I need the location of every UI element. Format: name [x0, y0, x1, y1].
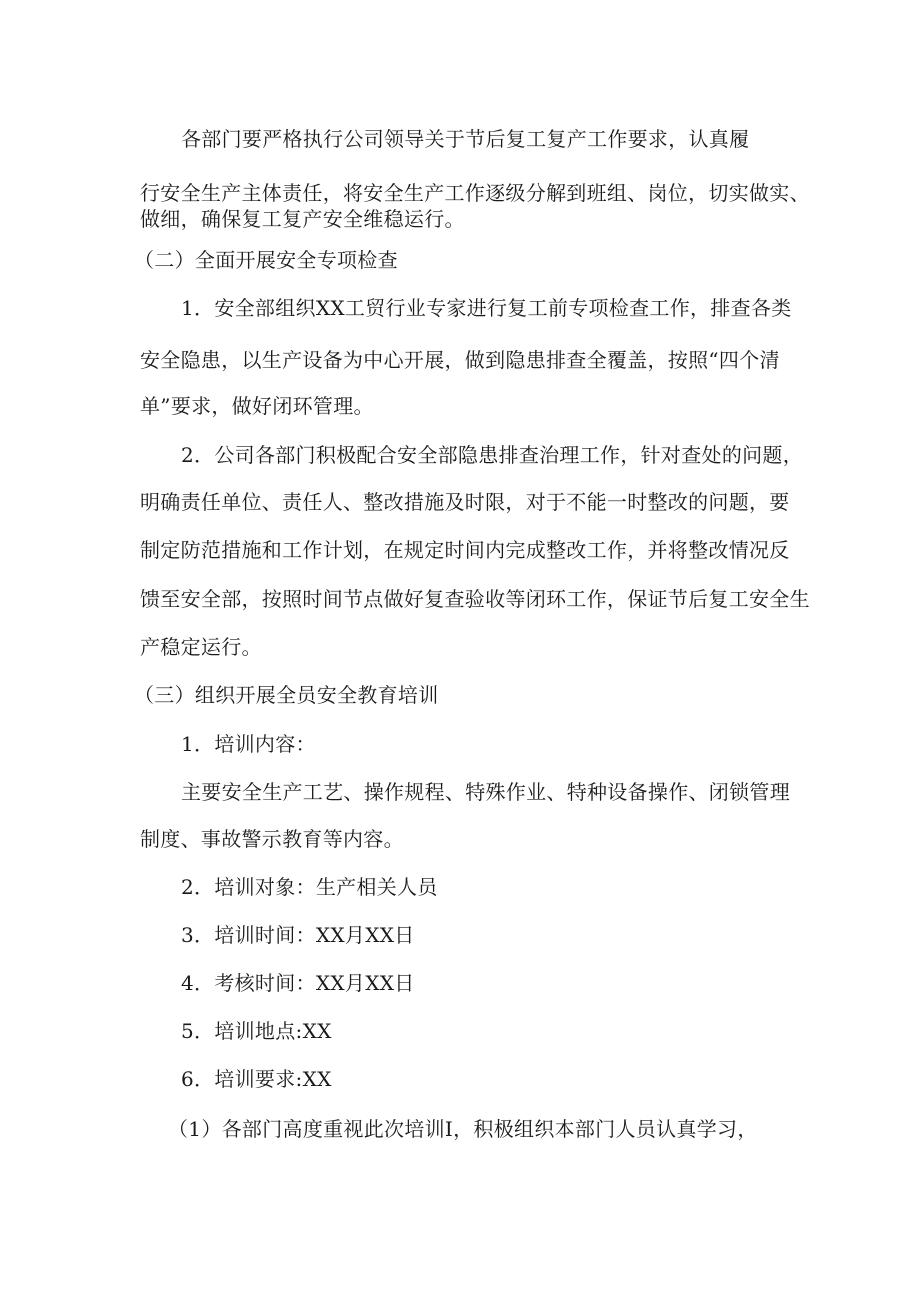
body-paragraph-line: 各部门要严格执行公司领导关于节后复工复产工作要求，认真履: [181, 127, 750, 151]
list-item: 5．培训地点:XX: [181, 1019, 332, 1043]
body-paragraph-line: 安全隐患，以生产设备为中心开展，做到隐患排查全覆盖，按照“四个清: [140, 348, 780, 372]
body-paragraph-line: 单”要求，做好闭环管理。: [140, 394, 374, 418]
section-heading: （三）组织开展全员安全教育培训: [134, 683, 439, 707]
list-item: 4．考核时间：XX月XX日: [181, 971, 415, 995]
body-paragraph-line: 2．公司各部门积极配合安全部隐患排查治理工作，针对查处的问题，: [181, 443, 804, 467]
body-paragraph-line: 明确责任单位、责任人、整改措施及时限，对于不能一时整改的问题，要: [140, 490, 790, 514]
list-item: 2．培训对象：生产相关人员: [181, 875, 438, 899]
list-item: 1．培训内容：: [181, 732, 316, 756]
body-paragraph-line: 行安全生产主体责任，将安全生产工作逐级分解到班组、岗位，切实做实、: [140, 181, 810, 205]
body-paragraph-line: 1．安全部组织XX工贸行业专家进行复工前专项检查工作，排查各类: [181, 296, 792, 320]
body-paragraph-line: 馈至安全部，按照时间节点做好复查验收等闭环工作，保证节后复工安全生: [140, 587, 810, 611]
body-paragraph-line: 制定防范措施和工作计划，在规定时间内完成整改工作，并将整改情况反: [140, 538, 790, 562]
list-item: 6．培训要求:XX: [181, 1067, 332, 1091]
body-paragraph-line: 制度、事故警示教育等内容。: [140, 827, 404, 851]
list-item: 3．培训时间：XX月XX日: [181, 923, 415, 947]
body-paragraph-line: 做细，确保复工复产安全维稳运行。: [140, 207, 465, 231]
body-paragraph-line: 主要安全生产工艺、操作规程、特殊作业、特种设备操作、闭锁管理: [181, 780, 790, 804]
list-item: （1）各部门高度重视此次培训I，积极组织本部门人员认真学习，: [168, 1117, 758, 1141]
section-heading: （二）全面开展安全专项检查: [134, 248, 398, 272]
body-paragraph-line: 产稳定运行。: [140, 635, 262, 659]
